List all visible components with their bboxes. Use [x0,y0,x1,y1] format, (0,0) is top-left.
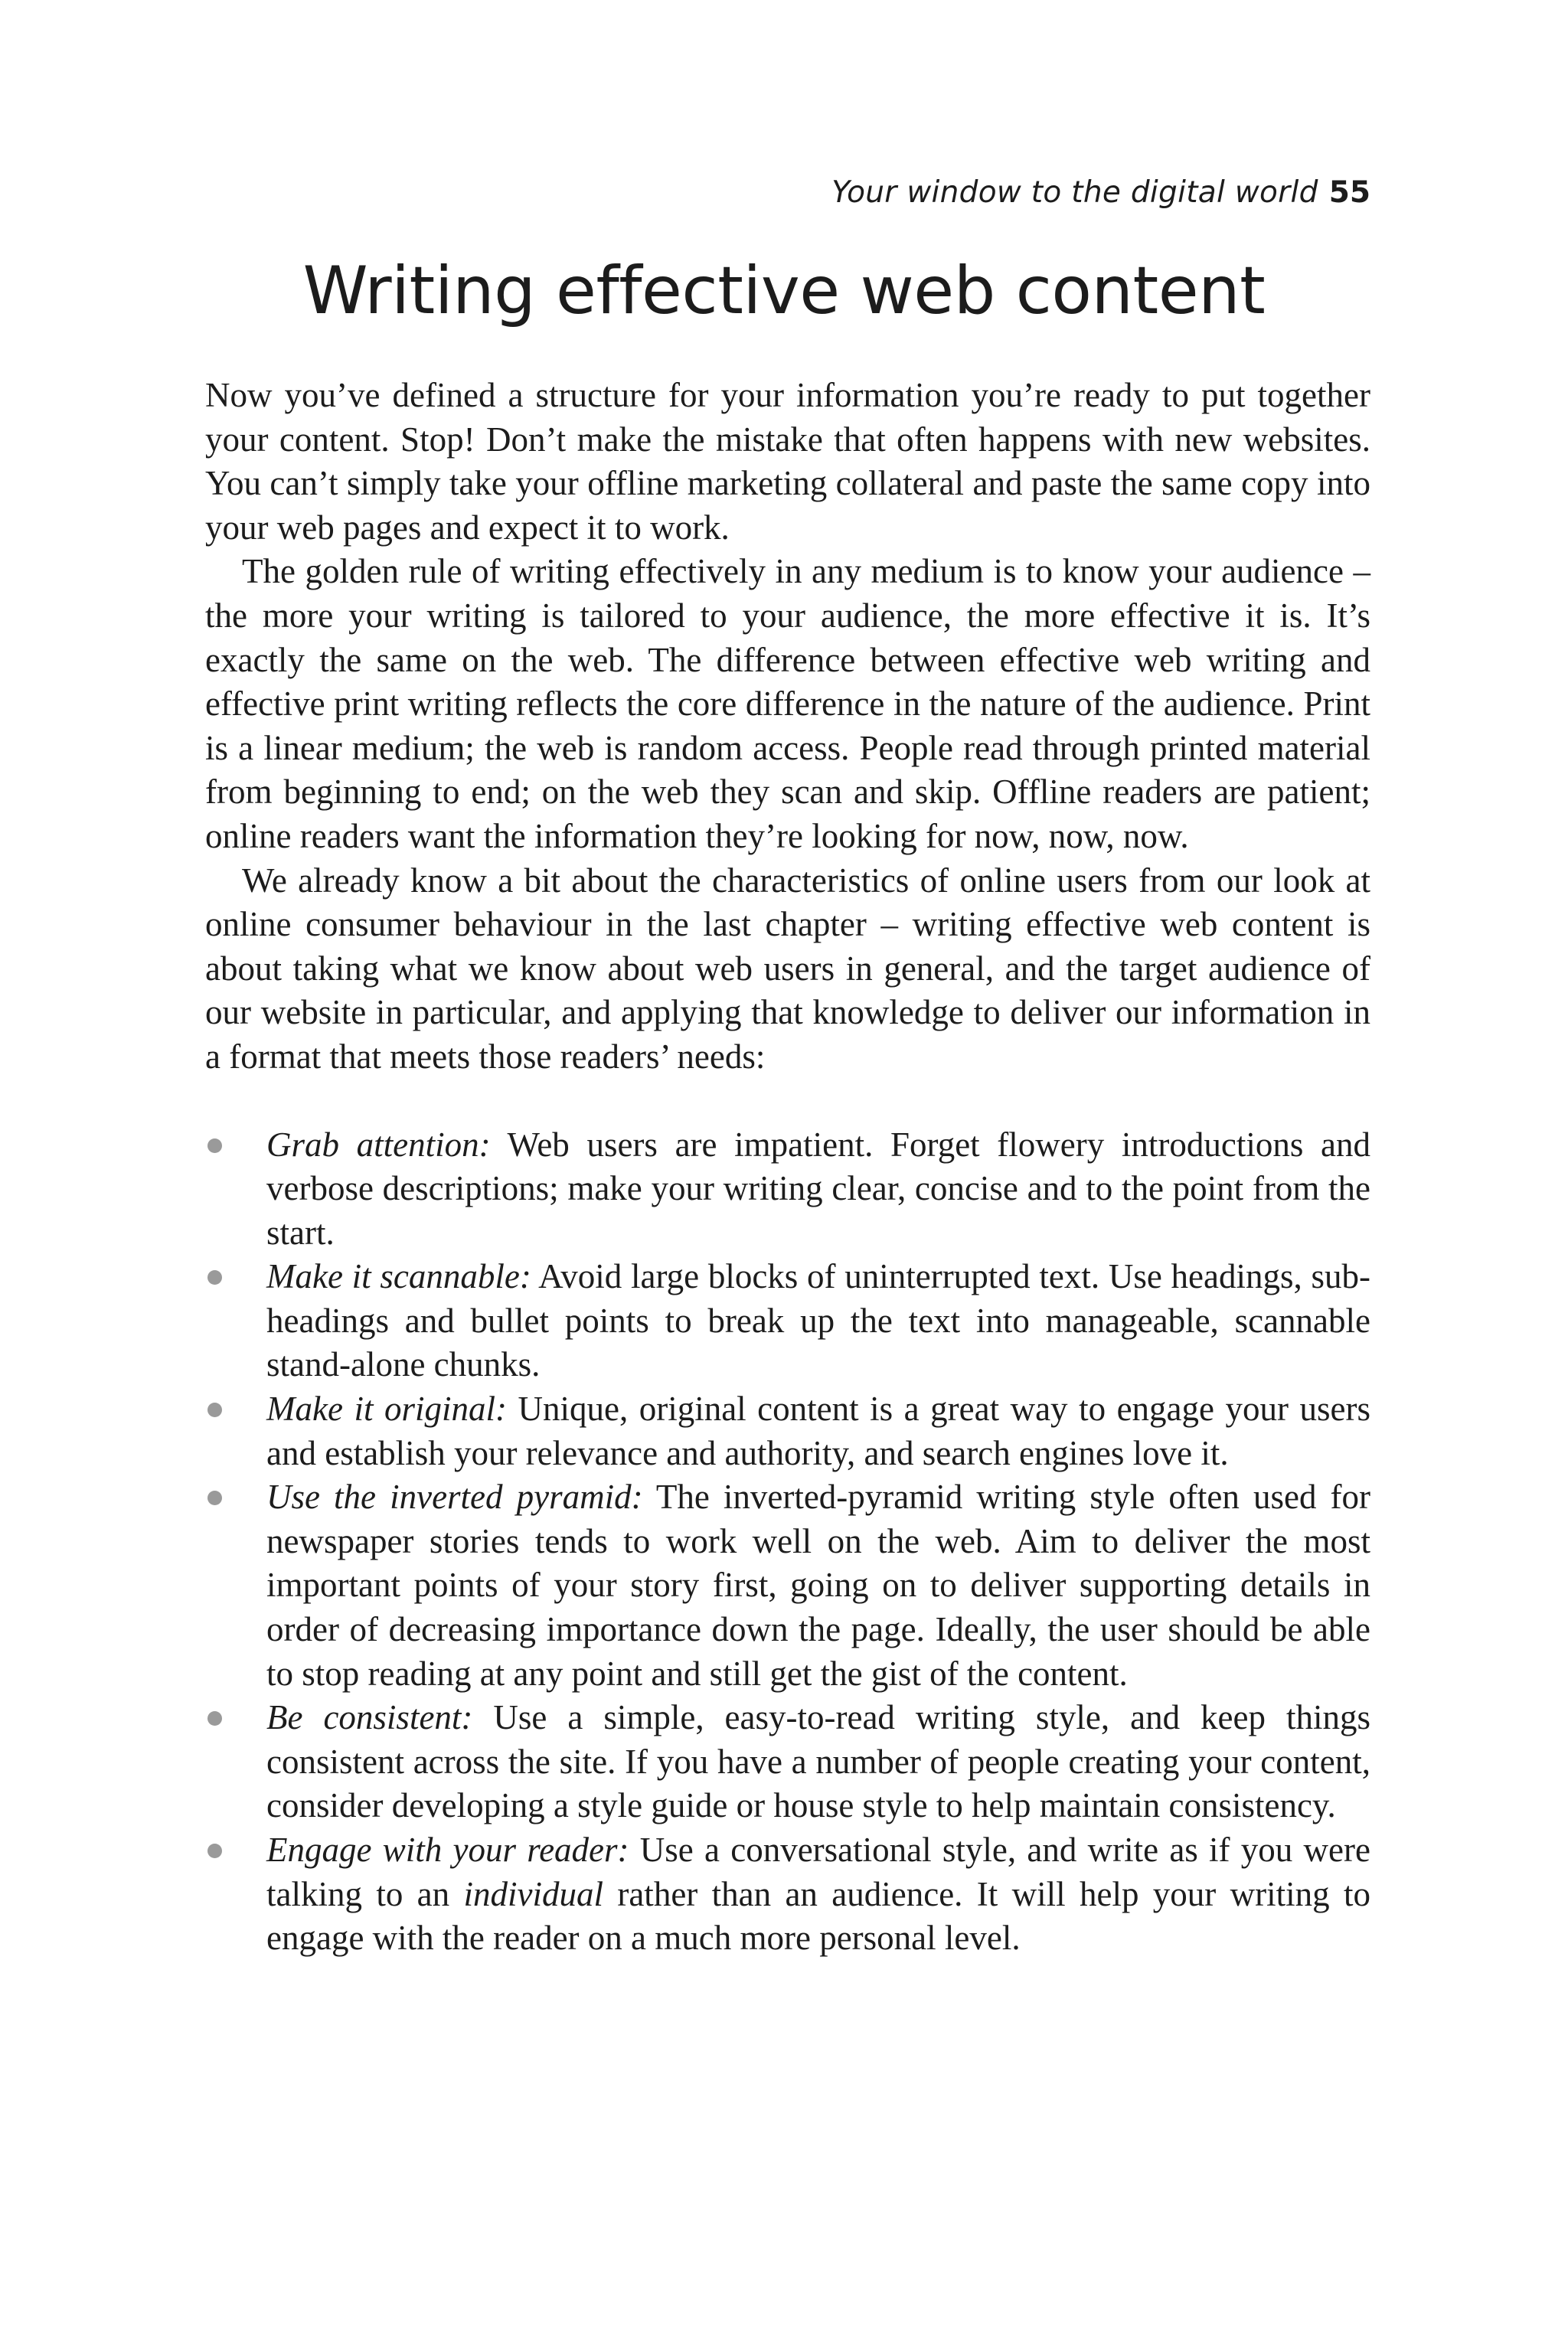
bullet-item [205,1255,1370,1387]
bullet-lead: Grab attention: [266,1125,491,1164]
bullet-icon [207,1844,222,1858]
bullet-item [205,1828,1370,1961]
page-number: 55 [1328,175,1370,210]
running-head [831,175,1370,211]
bullet-lead: Be consistent: [266,1698,473,1737]
bullet-icon [207,1491,222,1505]
paragraph: We already know a bit about the characteristics of online users from our look at online consumer behaviour in the last chapter – writing effective web content is about taking what we know about web users in general, and the target audience of our website in particular, and applying that knowledge to deliver our information in a format that meets those readers’ needs: [205,861,1370,1076]
bullet-icon [207,1270,222,1285]
bullet-text: Unique, original content is a great way to engage your users and establish your relevance and authority, and search engines love it. [266,1390,1370,1472]
bullet-item [205,1696,1370,1828]
bullet-lead: Make it original: [266,1390,507,1429]
chapter-title: Writing effective web content [302,253,1266,329]
bullet-icon [207,1403,222,1417]
bullet-item [205,1387,1370,1475]
bullet-list [205,1123,1370,1961]
bullet-lead: Make it scannable: [266,1257,531,1296]
bullet-text: Avoid large blocks of uninterrupted text. Use headings, sub-headings and bullet points to break up the text into manageable, scannable stand-alone chunks. [266,1257,1370,1384]
bullet-emphasis: individual [463,1874,603,1913]
bullet-icon [207,1711,222,1726]
paragraph: The golden rule of writing effectively in any medium is to know your audience – the more your writing is tailored to your audience, the more effective it is. It’s exactly the same on the web. The difference between effective web writing and effective print writing reflects the core difference in the nature of the audience. Print is a linear medium; the web is random access. People read through printed material from beginning to end; on the web they scan and skip. Offline readers are patient; online readers want the information they’re looking for now, now, now. [205,552,1370,855]
bullet-text: Use a simple, easy-to-read writing style, and keep things consistent across the site. If you have a number of people creating your content, consider developing a style guide or house style to help maintain consistency. [266,1698,1370,1825]
bullet-item [205,1123,1370,1256]
bullet-item [205,1475,1370,1696]
bullet-text: Web users are impatient. Forget flowery introductions and verbose descriptions; make your writing clear, concise and to the point from the start. [266,1125,1370,1252]
bullet-icon [207,1138,222,1153]
body-text [205,374,1370,1961]
bullet-text: Use a conversational style, and write as if you were talking to an [266,1831,1370,1913]
bullet-text: rather than an audience. It will help your writing to engage with the reader on a much more personal level. [266,1874,1370,1958]
bullet-lead: Use the inverted pyramid: [266,1478,643,1517]
paragraph: Now you’ve defined a structure for your information you’re ready to put together your content. Stop! Don’t make the mistake that often happens with new websites. You can’t simply take your offline marketing collateral and paste the same copy into your web pages and expect it to work. [205,376,1370,547]
bullet-text: The inverted-pyramid writing style often used for newspaper stories tends to work well on the web. Aim to deliver the most important points of your story first, going on to deliver supporting details in order of decreasing importance down the page. Ideally, the user should be able to stop reading at any point and still get the gist of the content. [266,1478,1370,1693]
bullet-lead: Engage with your reader: [266,1831,629,1869]
running-head-title: Your window to the digital world [831,175,1318,210]
